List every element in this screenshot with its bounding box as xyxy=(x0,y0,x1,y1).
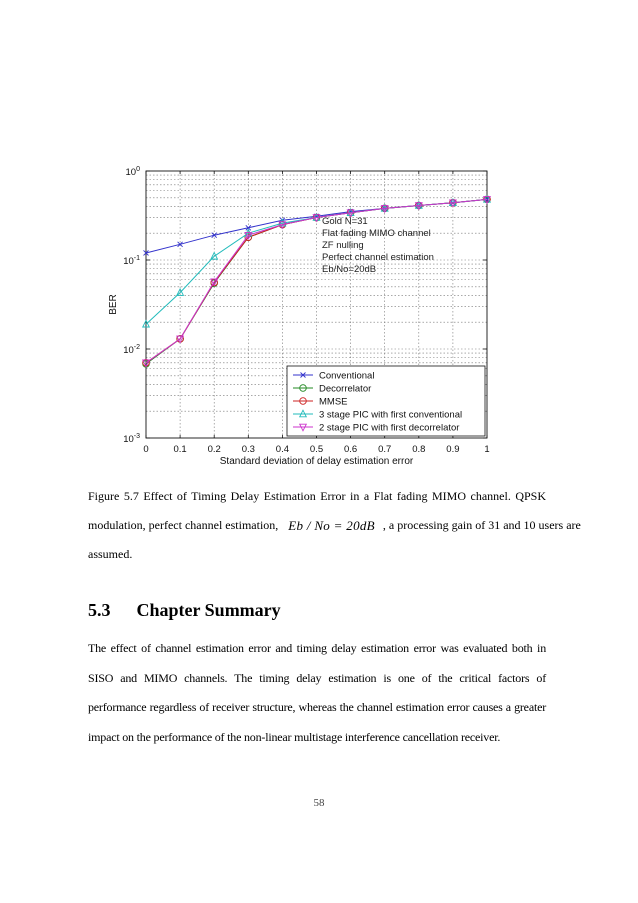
annotation-line: Flat fading MIMO channel xyxy=(322,228,431,239)
annotation-line: ZF nulling xyxy=(322,240,364,251)
section-heading xyxy=(88,600,281,621)
x-axis-label: Standard deviation of delay estimation error xyxy=(219,456,414,467)
y-tick-label: $10^{-2}$ xyxy=(123,344,140,356)
y-tick-label: $10^{-3}$ xyxy=(123,433,140,445)
legend-label: 2 stage PIC with first decorrelator xyxy=(319,422,460,434)
ber-figure xyxy=(100,140,500,475)
legend-label: 3 stage PIC with first conventional xyxy=(319,409,463,421)
caption-line-2 xyxy=(88,511,581,540)
x-tick-label: 0.7 xyxy=(378,444,392,455)
x-tick-label: 0.6 xyxy=(343,444,358,455)
x-tick-label: 0.9 xyxy=(446,444,460,455)
annotation-line: Perfect channel estimation xyxy=(322,252,434,263)
figure-caption xyxy=(88,482,581,569)
caption-line-3: assumed. xyxy=(88,547,133,561)
legend-label: Conventional xyxy=(319,370,375,382)
caption-equation: Eb / No = 20dB xyxy=(288,518,375,533)
ber-chart xyxy=(100,140,500,475)
section-number: 5.3 xyxy=(88,600,111,620)
summary-paragraph xyxy=(88,634,546,752)
x-tick-label: 0.1 xyxy=(173,444,187,455)
legend-label: MMSE xyxy=(319,396,348,408)
section-title: Chapter Summary xyxy=(136,600,281,620)
summary-text: The effect of channel estimation error and timing delay estimation error was evaluated both in SISO and MIMO channels. The timing delay estimation is one of the critical factors of performance regardless of receiver structure, whereas the channel estimation error causes a greater impact on the performance of the non-linear multistage interference cancellation receiver. xyxy=(88,641,546,744)
caption-line-1: Figure 5.7 Effect of Timing Delay Estimation Error in a Flat fading MIMO channel. QPSK xyxy=(88,489,546,503)
x-tick-label: 1 xyxy=(484,444,490,455)
y-tick-label: $10^0$ xyxy=(125,166,140,178)
x-tick-label: 0 xyxy=(143,444,149,455)
annotation-line: Gold N=31 xyxy=(322,216,368,227)
x-tick-label: 0.8 xyxy=(412,444,426,455)
x-tick-label: 0.2 xyxy=(207,444,221,455)
x-tick-label: 0.5 xyxy=(309,444,324,455)
x-tick-label: 0.4 xyxy=(275,444,290,455)
annotation-line: Eb/No=20dB xyxy=(322,264,377,275)
legend-label: Decorrelator xyxy=(319,383,372,395)
y-axis-label: BER xyxy=(108,294,119,315)
caption-text-after: , a processing gain of 31 and 10 users are xyxy=(382,518,581,532)
caption-text-before: modulation, perfect channel estimation, xyxy=(88,518,279,532)
page-number: 58 xyxy=(313,797,325,809)
y-tick-label: $10^{-1}$ xyxy=(123,255,140,267)
legend xyxy=(287,366,485,436)
x-tick-label: 0.3 xyxy=(241,444,255,455)
